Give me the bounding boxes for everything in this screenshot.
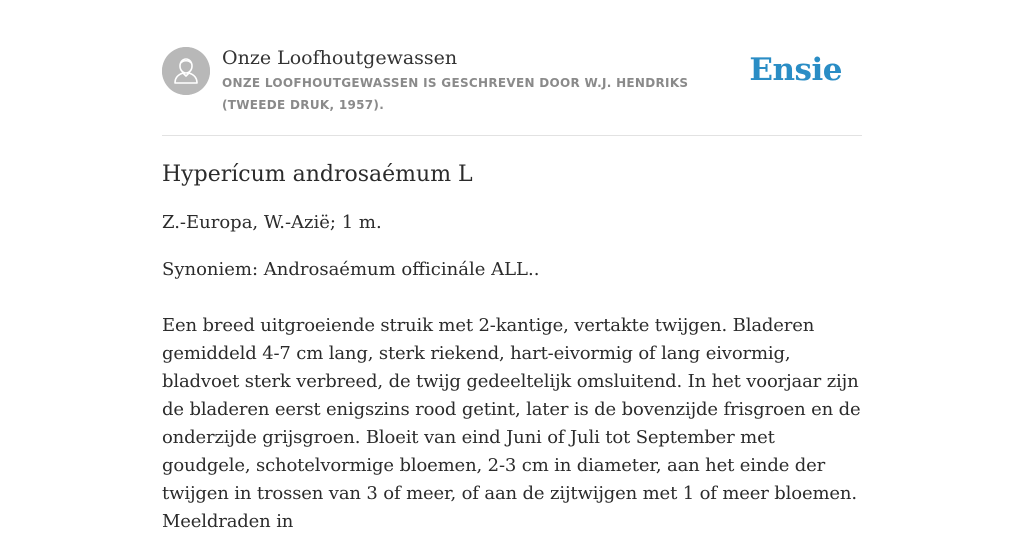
entry-title: Hyperícum androsaémum L — [162, 162, 473, 187]
header-divider — [162, 135, 862, 136]
source-title[interactable]: Onze Loofhoutgewassen — [222, 47, 458, 69]
user-silhouette-icon — [162, 47, 210, 95]
entry-origin: Z.-Europa, W.-Azië; 1 m. — [162, 212, 382, 233]
entry-synonym: Synoniem: Androsaémum officinále ALL.. — [162, 259, 540, 280]
source-description: ONZE LOOFHOUTGEWASSEN IS GESCHREVEN DOOR W.J. HENDRIKS (TWEEDE DRUK, 1957). — [222, 76, 689, 112]
entry-content — [162, 158, 867, 536]
source-header — [162, 46, 862, 136]
source-avatar[interactable] — [162, 47, 210, 95]
entry-body: Een breed uitgroeiende struik met 2-kantige, vertakte twijgen. Bladeren gemiddeld 4-7 cm lang, sterk riekend, hart-eivormig of lang eivormig, bladvoet sterk verbreed, de twijg gedeeltelijk omsluitend. In het voorjaar zijn de bladeren eerst enigszins rood getint, later is de bovenzijde frisgroen en de onderzijde grijsgroen. Bloeit van eind Juni of Juli tot September met goudgele, schotelvormige bloemen, 2-3 cm in diameter, aan het einde der twijgen in trossen van 3 of meer, of aan de zijtwijgen met 1 of meer bloemen. Meeldraden in — [162, 315, 861, 532]
ensie-logo[interactable]: Ensie — [749, 52, 842, 88]
